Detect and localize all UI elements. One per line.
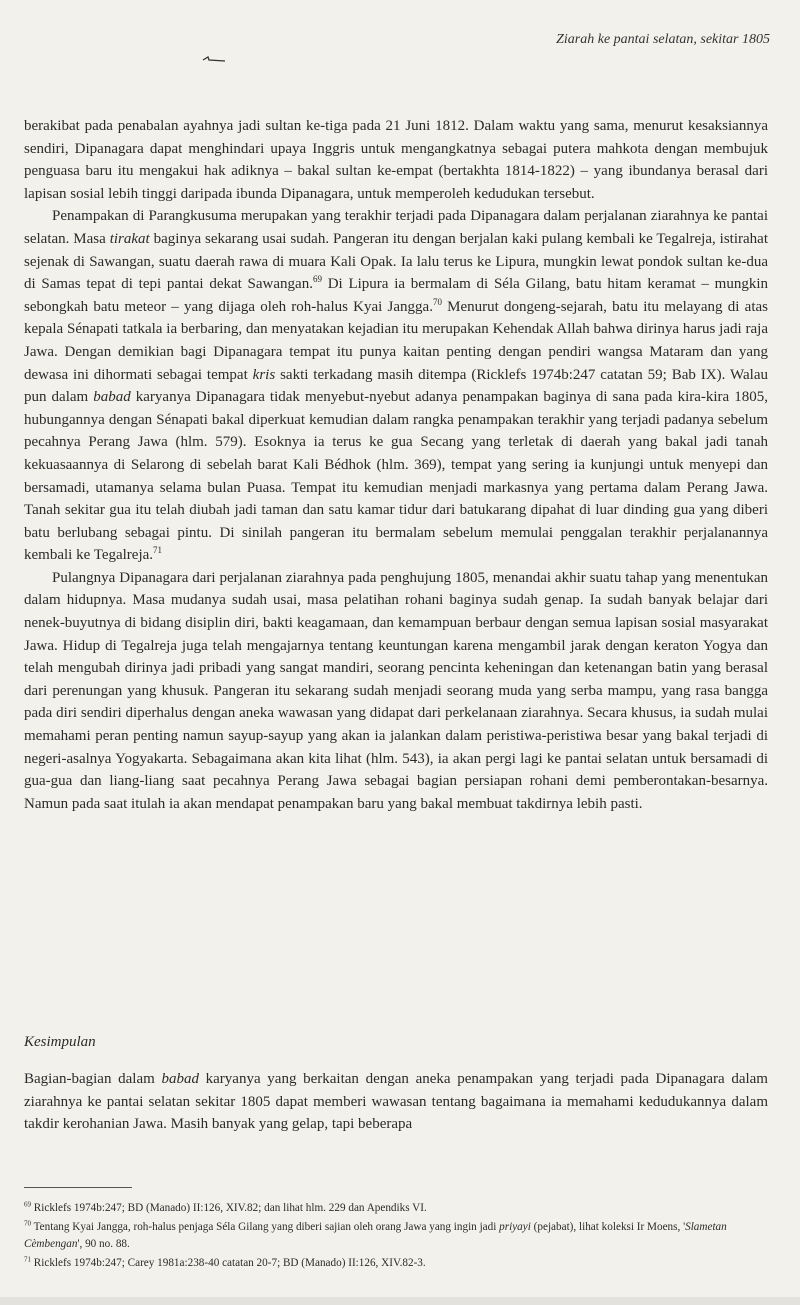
- footnote: [24, 1219, 774, 1253]
- section-heading: Kesimpulan: [24, 1034, 96, 1050]
- text-run: Di Lipura ia bermalam di Séla Gilang, batu hitam keramat – mungkin sebongkah batu meteor – yang dijaga oleh roh-halus Kyai Jangga.: [24, 276, 768, 315]
- paragraph: [24, 115, 768, 205]
- italic-term: priyayi: [499, 1221, 531, 1233]
- main-body-text: [24, 115, 768, 815]
- footnote-reference: 71: [153, 545, 163, 556]
- paragraph: [24, 1068, 768, 1136]
- text-run: Ricklefs 1974b:247; BD (Manado) II:126, XIV.82; dan lihat hlm. 229 dan Apendiks VI.: [33, 1202, 427, 1214]
- italic-term: babad: [161, 1071, 199, 1087]
- footnote-reference: 69: [312, 274, 322, 285]
- italic-term: kris: [252, 366, 276, 383]
- text-run: berakibat pada penabalan ayahnya jadi sultan ke-tiga pada 21 Juni 1812. Dalam waktu yang sama, menurut kesaksiannya sendiri, Dipanagara dapat menghindari upaya Inggris untuk mengangkatnya sebagai putera mahkota dengan membujuk penguasa baru itu mengakui hak adiknya – bakal sultan ke-empat (bertakhta 1814-1822) – yang ibundanya berasal dari lapisan sosial lebih tinggi daripada ibunda Dipanagara, untuk memperoleh kedudukan tersebut.: [24, 118, 768, 202]
- text-run: Bagian-bagian dalam: [24, 1071, 162, 1087]
- text-run: Tentang Kyai Jangga, roh-halus penjaga Séla Gilang yang diberi sajian oleh orang Jawa yang ingin jadi: [33, 1221, 500, 1233]
- footnote: [24, 1255, 774, 1272]
- text-run: sakti terkadang masih ditempa (Ricklefs 1974b:247 catatan 59; Bab IX). Walau pun dalam: [24, 366, 768, 406]
- text-run: Pulangnya Dipanagara dari perjalanan ziarahnya pada penghujung 1805, menandai akhir suatu tahap yang menentukan dalam hidupnya. Masa mudanya sudah usai, masa pelatihan rohani baginya sudah genap. Ia sudah banyak belajar dari nenek-buyutnya di bidang disiplin diri, bakti keagamaan, dan kemampuan berbaur dengan semua lapisan sosial masyarakat Jawa. Hidup di Tegalreja juga telah mengajarnya tentang keuntungan karena mengambil jarak dengan keraton Yogya dan telah mengubah dirinya jadi pribadi yang sangat mandiri, seorang pencinta keheningan dan ketenangan batin yang berasal dari perenungan yang khusuk. Pangeran itu sekarang sudah menjadi seorang muda yang serba mampu, yang rasa bangga pada diri sendiri diperhalus dengan aneka wawasan yang didapat dari perkelanaan ziarahnya. Secara khusus, ia sudah mulai memahami peran penting namun sayup-sayup yang akan ia jalankan dalam peristiwa-peristiwa besar yang bakal terjadi di negeri-asalnya Yogyakarta. Sebagaimana akan kita lihat (hlm. 543), ia akan pergi lagi ke pantai selatan untuk bersamadi di gua-gua dan liang-liang saat pecahnya Perang Jawa sebagai bagian persiapan rohani demi pemberontakan-besarnya. Namun pada saat itulah ia akan mendapat penampakan baru yang bakal membuat takdirnya lebih pasti.: [24, 569, 768, 812]
- text-run: (pejabat), lihat koleksi Ir Moens, ': [530, 1221, 686, 1233]
- paragraph: [24, 567, 768, 816]
- paragraph: [24, 205, 768, 567]
- text-run: ', 90 no. 88.: [77, 1238, 130, 1250]
- footnote-reference: 70: [432, 296, 442, 307]
- text-run: Menurut dongeng-sejarah, batu itu melayang di atas kepala Sénapati tatkala ia berbaring, dan menyatakan kejadian itu merupakan Kehendak Allah bahwa dirinya harus jadi raja Jawa. Dengan demikian bagi Dipanagara tempat itu punya kaitan penting dengan pendiri wangsa Mataram dan yang dewasa ini dihormati sebagai tempat: [24, 298, 768, 383]
- footnote-number: 71: [24, 1255, 31, 1264]
- conclusion-paragraph: [24, 1068, 768, 1136]
- footnote-rule: [24, 1187, 132, 1188]
- running-head: Ziarah ke pantai selatan, sekitar 1805: [556, 32, 770, 47]
- italic-term: Slametan Cèmbengan: [24, 1221, 727, 1250]
- text-run: karyanya Dipanagara tidak menyebut-nyebut adanya penampakan baginya di sana pada kira-kira 1805, hubungannya dengan Sénapati bakal diperkuat kemudian dalam rangka penampakan terakhir yang terjadi padanya sebelum pecahnya Perang Jawa (hlm. 579). Esoknya ia terus ke gua Secang yang terletak di daerah yang bakal jadi tanah kekuasaannya di Selarong di sebelah barat Kali Bédhok (hlm. 369), tempat yang sering ia kunjungi untuk menyepi dan bersamadi, utamanya selama bulan Puasa. Tempat itu kemudian menjadi markasnya yang pertama dalam Perang Jawa. Tanah sekitar gua itu telah diubah jadi taman dan satu kamar tidur dari batukarang dipahat di luar dinding gua yang diberi batu berlubang sebagai pintu. Di sinilah pangeran itu bermalam sebelum memulai penggalan terakhir perjalanannya kembali ke Tegalreja.: [24, 389, 768, 564]
- text-run: Penampakan di Parangkusuma merupakan yang terakhir terjadi pada Dipanagara dalam perjalanan ziarahnya ke pantai selatan. Masa: [24, 208, 768, 247]
- footnote: [24, 1200, 774, 1217]
- italic-term: tirakat: [109, 230, 150, 247]
- footnote-number: 70: [24, 1219, 31, 1228]
- pen-mark-decoration: [202, 54, 226, 64]
- footnotes: [24, 1200, 774, 1274]
- text-run: baginya sekarang usai sudah. Pangeran itu dengan berjalan kaki pulang kembali ke Tegalreja, istirahat sejenak di Sawangan, suatu daerah rawa di muara Kali Opak. Ia lalu terus ke Lipura, mungkin lewat pondok sultan ke-dua di Samas tepat di tepi pantai dekat Sawangan.: [24, 230, 768, 293]
- text-run: Ricklefs 1974b:247; Carey 1981a:238-40 catatan 20-7; BD (Manado) II:126, XIV.82-3.: [33, 1257, 426, 1269]
- italic-term: babad: [93, 389, 131, 406]
- footnote-number: 69: [24, 1200, 31, 1209]
- text-run: karyanya yang berkaitan dengan aneka penampakan yang terjadi pada Dipanagara dalam ziarahnya ke pantai selatan sekitar 1805 dapat memberi wawasan tentang bagaimana ia memahami kedudukannya dalam takdir kerohanian Jawa. Masih banyak yang gelap, tapi beberapa: [24, 1071, 768, 1133]
- page-bottom-edge: [0, 1297, 800, 1305]
